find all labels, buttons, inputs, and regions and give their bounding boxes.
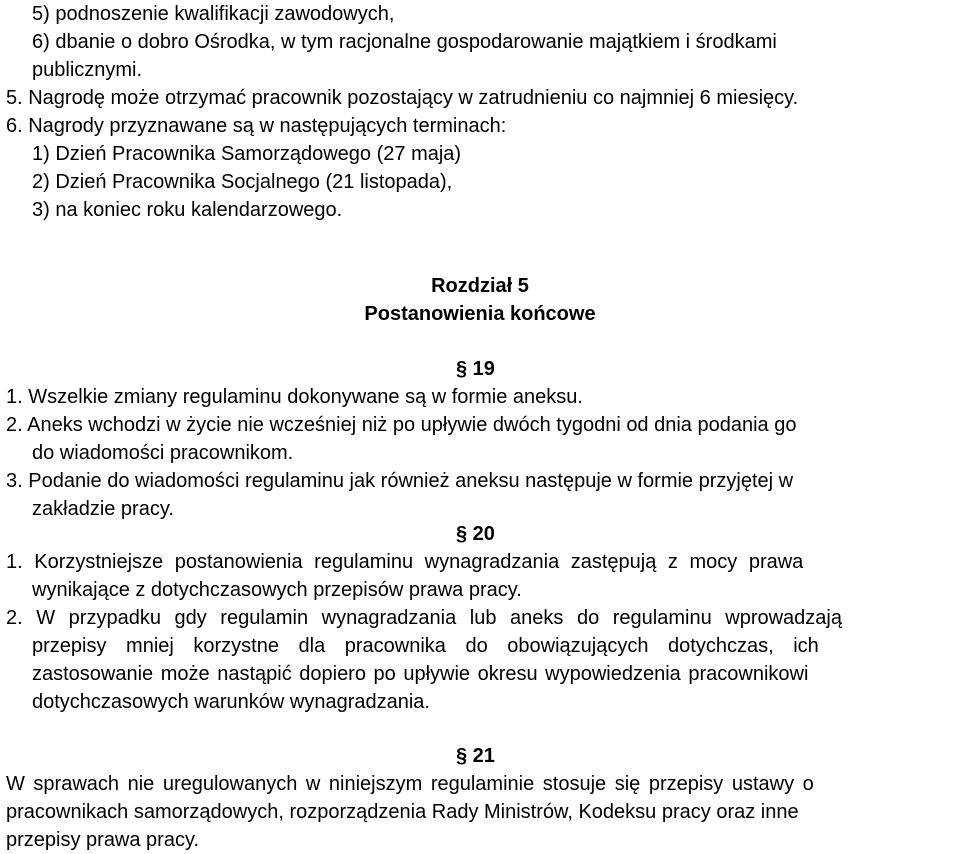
paragraph: pracownikach samorządowych, rozporządzenia Rady Ministrów, Kodeksu pracy oraz inne <box>6 801 799 823</box>
list-item: 5) podnoszenie kwalifikacji zawodowych, <box>32 3 395 25</box>
list-item: 3) na koniec roku kalendarzowego. <box>32 199 343 221</box>
section-mark-20: § 20 <box>456 523 495 545</box>
section-mark-19: § 19 <box>456 358 495 380</box>
chapter-subtitle: Postanowienia końcowe <box>364 303 596 325</box>
paragraph-continuation: do wiadomości pracownikom. <box>32 442 294 464</box>
list-item: 2) Dzień Pracownika Socjalnego (21 listopada), <box>32 171 453 193</box>
chapter-title: Rozdział 5 <box>431 275 529 297</box>
paragraph: 2. Aneks wchodzi w życie nie wcześniej niż po upływie dwóch tygodni od dnia podania go <box>6 414 797 436</box>
list-item: 6) dbanie o dobro Ośrodka, w tym racjonalne gospodarowanie majątkiem i środkami <box>32 31 777 53</box>
paragraph: W sprawach nie uregulowanych w niniejszym regulaminie stosuje się przepisy ustawy o <box>6 773 814 795</box>
paragraph: 3. Podanie do wiadomości regulaminu jak również aneksu następuje w formie przyjętej w <box>6 470 794 492</box>
paragraph-continuation: zakładzie pracy. <box>32 498 174 520</box>
section-mark-21: § 21 <box>456 745 495 767</box>
paragraph: 1. Wszelkie zmiany regulaminu dokonywane są w formie aneksu. <box>6 386 583 408</box>
list-item-continuation: publicznymi. <box>32 59 143 81</box>
paragraph-continuation: zastosowanie może nastąpić dopiero po upływie okresu wypowiedzenia pracownikowi <box>32 663 809 685</box>
paragraph: przepisy prawa pracy. <box>6 829 200 851</box>
paragraph: 6. Nagrody przyznawane są w następujących terminach: <box>6 115 507 137</box>
paragraph-continuation: przepisy mniej korzystne dla pracownika do obowiązujących dotychczas, ich <box>32 635 819 657</box>
paragraph: 5. Nagrodę może otrzymać pracownik pozostający w zatrudnieniu co najmniej 6 miesięcy. <box>6 87 799 109</box>
paragraph: 1. Korzystniejsze postanowienia regulaminu wynagradzania zastępują z mocy prawa <box>6 551 804 573</box>
paragraph-continuation: dotychczasowych warunków wynagradzania. <box>32 691 430 713</box>
list-item: 1) Dzień Pracownika Samorządowego (27 maja) <box>32 143 462 165</box>
paragraph-continuation: wynikające z dotychczasowych przepisów prawa pracy. <box>32 579 522 601</box>
paragraph: 2. W przypadku gdy regulamin wynagradzania lub aneks do regulaminu wprowadzają <box>6 607 842 629</box>
